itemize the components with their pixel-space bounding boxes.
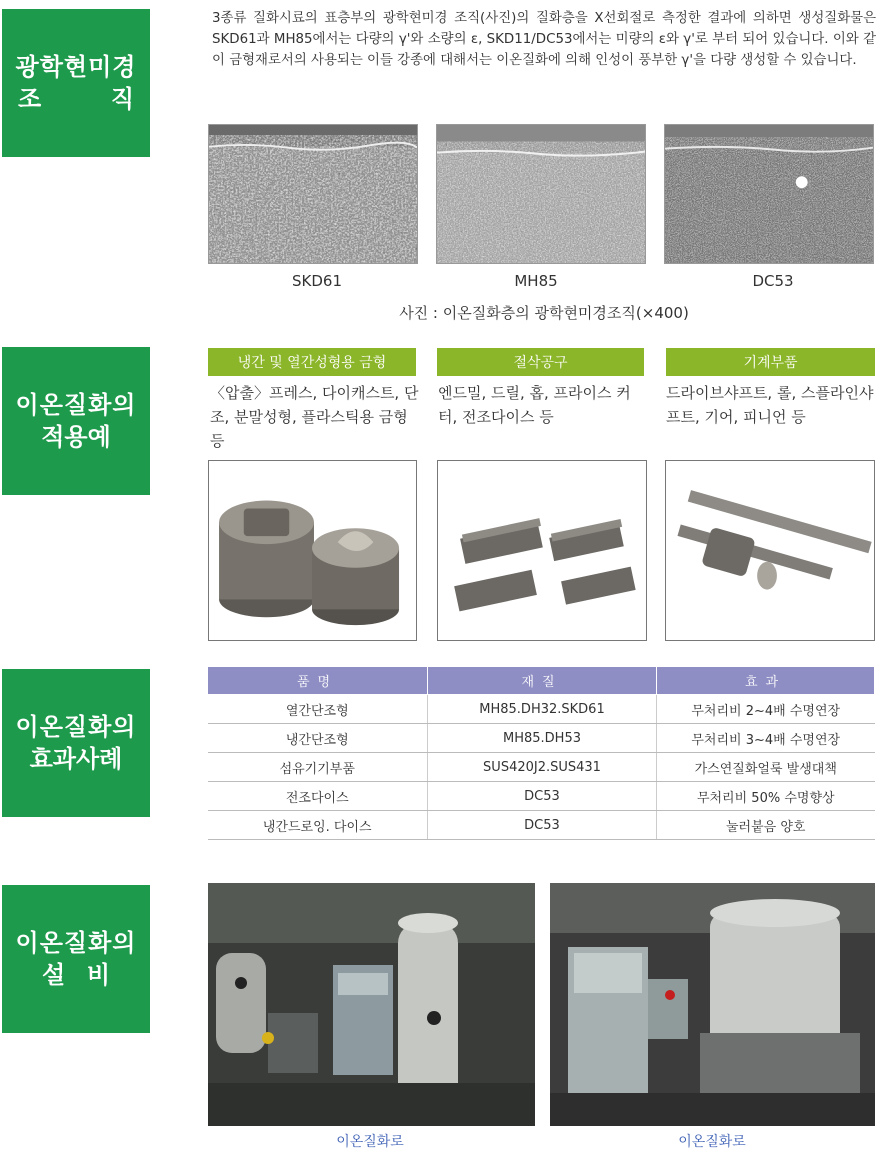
section-label-char: 조 (18, 85, 42, 113)
cell-material: DC53 (428, 782, 657, 811)
cell-effect: 무처리비 3~4배 수명연장 (657, 724, 875, 753)
cell-material: SUS420J2.SUS431 (428, 753, 657, 782)
equipment-caption: 이온질화로 (678, 1134, 746, 1150)
shaft-photo (665, 460, 875, 641)
cell-product: 열간단조형 (208, 695, 428, 724)
column-header-effect: 효과 (657, 667, 875, 695)
table-row (208, 811, 875, 840)
micrograph-caption: SKD61 (292, 272, 342, 290)
section-label-char: 비 (86, 961, 110, 989)
micrograph-caption: MH85 (514, 272, 558, 290)
application-title: 절삭공구 (437, 348, 644, 376)
cell-product: 전조다이스 (208, 782, 428, 811)
intro-paragraph: 3종류 질화시료의 표층부의 광학현미경 조직(사진)의 질화층을 X선회절로 측정한 결과에 의하면 생성질화물은 SKD61과 MH85에서는 다량의 γ'와 소량의 ε, SKD11/DC53에서는 미량의 ε와 γ'로 부터 되어 있습니다. 이와 같이 금형재로서의 사용되는 이들 강종에 대해서는 이온질화에 의해 인성이 풍부한 γ'을 다량 생성할 수 있습니다. (212, 11, 876, 68)
section-label-line2 (14, 959, 138, 991)
application-title: 냉간 및 열간성형용 금형 (208, 348, 416, 376)
section-label-equipment (2, 885, 150, 1033)
mold-photo (208, 460, 417, 641)
section-label-effects (2, 669, 150, 817)
equipment-photo (550, 883, 875, 1126)
section-label-line2: 효과사례 (29, 745, 123, 773)
cell-effect: 무처리비 50% 수명향상 (657, 782, 875, 811)
table-row (208, 724, 875, 753)
section-label-line2: 적용예 (41, 423, 111, 451)
cell-effect: 가스연질화얼룩 발생대책 (657, 753, 875, 782)
micrograph-skd61 (208, 124, 418, 264)
cell-product: 섬유기기부품 (208, 753, 428, 782)
cell-material: MH85.DH53 (428, 724, 657, 753)
micrograph-dc53 (664, 124, 874, 264)
application-text: 엔드밀, 드릴, 홉, 프라이스 커터, 전조다이스 등 (438, 384, 631, 426)
section-label-line2 (14, 83, 138, 115)
tool-photo (437, 460, 647, 641)
application-text: 〈압출〉프레스, 다이캐스트, 단조, 분말성형, 플라스틱용 금형 등 (210, 384, 419, 450)
effects-table (207, 666, 875, 840)
equipment-caption: 이온질화로 (336, 1134, 404, 1150)
section-label-line1: 이온질화의 (15, 391, 137, 419)
cell-product: 냉간단조형 (208, 724, 428, 753)
cell-product: 냉간드로잉. 다이스 (208, 811, 428, 840)
equipment-photo (208, 883, 535, 1126)
application-title: 기계부품 (666, 348, 875, 376)
table-row (208, 695, 875, 724)
section-label-applications (2, 347, 150, 495)
table-row (208, 753, 875, 782)
section-label-line1: 이온질화의 (15, 713, 137, 741)
section-label-char: 직 (110, 85, 134, 113)
micrograph-mh85 (436, 124, 646, 264)
section-label-microstructure (2, 9, 150, 157)
cell-material: DC53 (428, 811, 657, 840)
section-label-char: 설 (42, 961, 66, 989)
section-label-line1: 광학현미경 (15, 53, 137, 81)
cell-effect: 무처리비 2~4배 수명연장 (657, 695, 875, 724)
column-header-material: 재질 (428, 667, 657, 695)
micrograph-caption: DC53 (752, 272, 794, 290)
section-label-line1: 이온질화의 (15, 929, 137, 957)
cell-material: MH85.DH32.SKD61 (428, 695, 657, 724)
application-text: 드라이브샤프트, 롤, 스플라인샤프트, 기어, 피니언 등 (666, 384, 874, 426)
column-header-product: 품명 (208, 667, 428, 695)
table-row (208, 782, 875, 811)
photo-caption: 사진 : 이온질화층의 광학현미경조직(×400) (399, 304, 689, 322)
cell-effect: 눌러붙음 양호 (657, 811, 875, 840)
